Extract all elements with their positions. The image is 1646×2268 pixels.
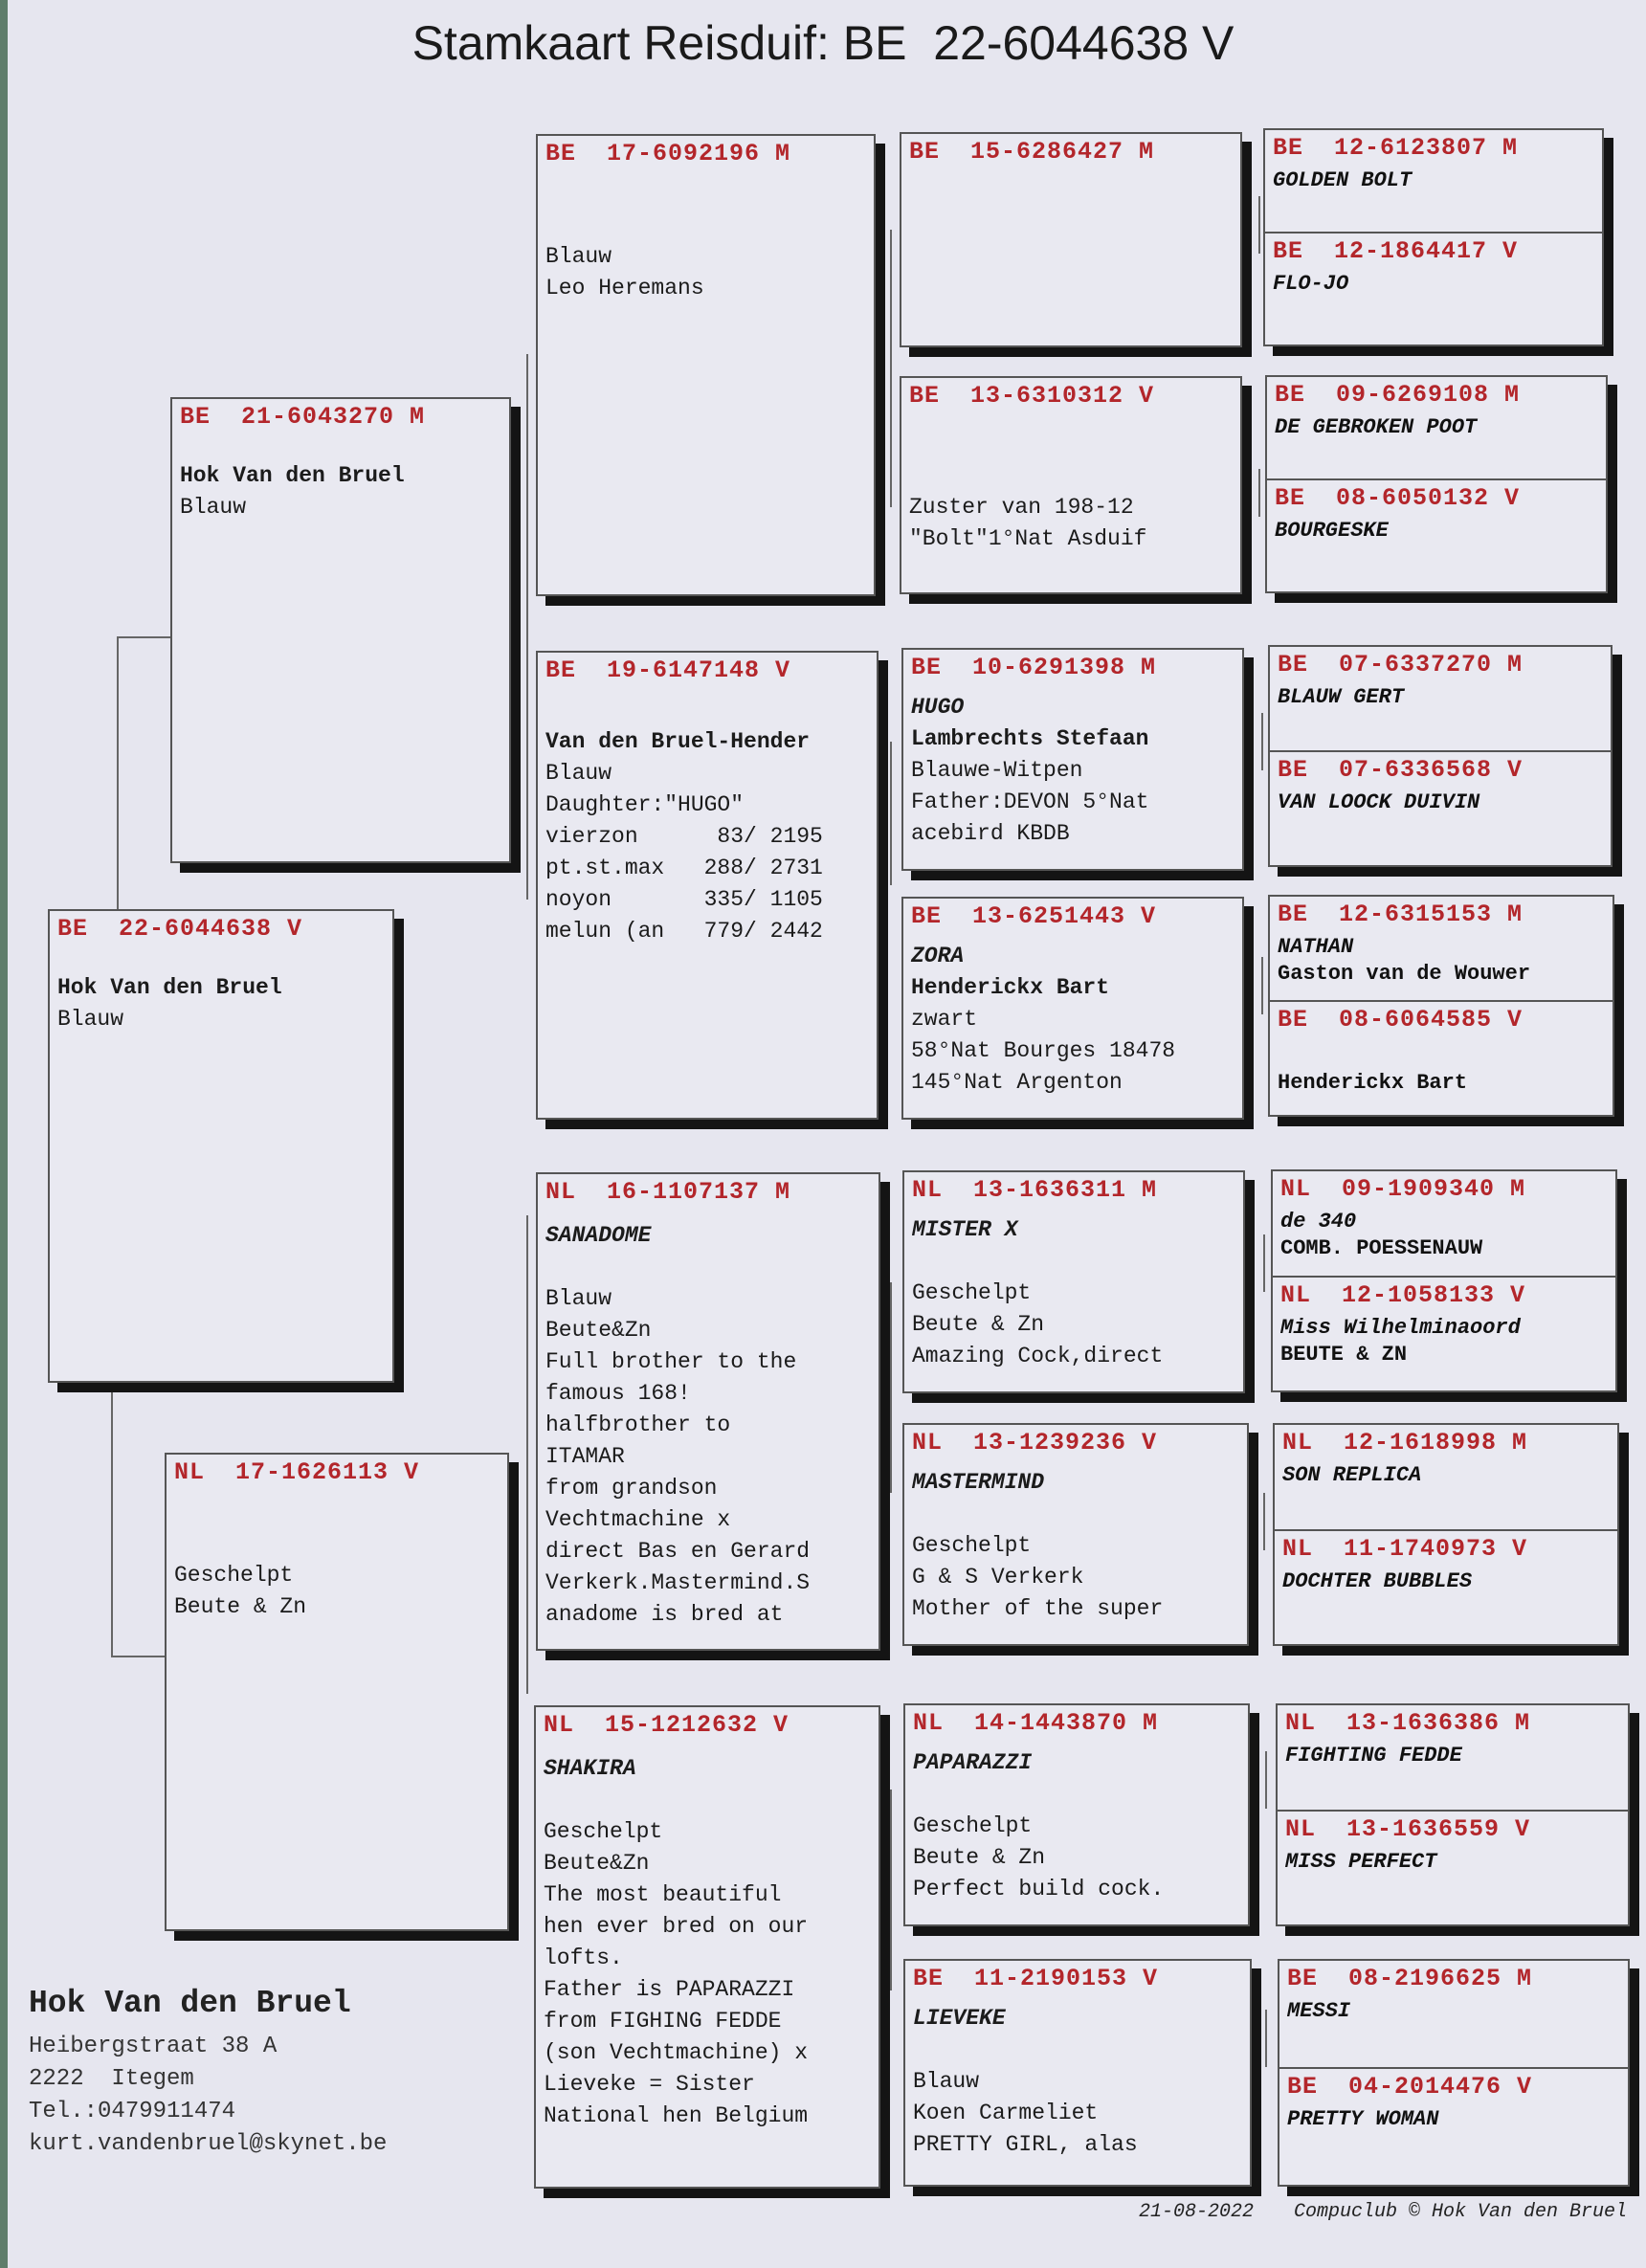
pigeon-name: MISS PERFECT	[1285, 1850, 1437, 1874]
ring-number: NL 17-1626113 V	[174, 1458, 420, 1486]
pigeon-pair-gen4[interactable]	[1263, 128, 1604, 346]
card-line: Van den Bruel-Hender	[545, 729, 811, 754]
card-line: Blauw	[545, 1286, 612, 1311]
pigeon-card-gen3[interactable]	[900, 376, 1242, 594]
pigeon-card-gen3[interactable]	[902, 1170, 1245, 1393]
card-line: Daughter:"HUGO"	[545, 792, 745, 817]
sire-half	[1275, 1425, 1617, 1535]
card-line: ZORA	[911, 944, 965, 968]
pigeon-pair-gen4[interactable]	[1271, 1169, 1617, 1392]
connector-line	[111, 1656, 165, 1657]
card-line: G & S Verkerk	[912, 1565, 1084, 1590]
pigeon-name: BOURGESKE	[1275, 519, 1389, 543]
pigeon-name: GOLDEN BOLT	[1273, 168, 1412, 192]
ring-number: NL 13-1239236 V	[912, 1429, 1158, 1456]
ring-number: BE 08-2196625 M	[1287, 1965, 1533, 1992]
card-line: Geschelpt	[912, 1280, 1032, 1305]
card-line	[909, 429, 1146, 460]
card-line: Zuster van 198-12	[909, 495, 1134, 520]
ring-number: BE 13-6251443 V	[911, 902, 1157, 930]
breeder-name: BEUTE & ZN	[1280, 1343, 1408, 1367]
sire-half	[1273, 1171, 1615, 1281]
pair-content	[1278, 1705, 1628, 1924]
card-line: Geschelpt	[913, 1813, 1033, 1838]
card-line: pt.st.max 288/ 2731	[545, 856, 823, 880]
card-line: lofts.	[544, 1946, 623, 1970]
card-line: MASTERMIND	[912, 1470, 1045, 1495]
card-line: from FIGHING FEDDE	[544, 2009, 782, 2034]
connector-line	[890, 1790, 892, 1990]
card-content	[905, 1705, 1248, 1924]
breeder-name: Henderickx Bart	[1278, 1071, 1468, 1095]
connector-line	[526, 354, 528, 900]
dam-half	[1273, 1276, 1615, 1388]
card-lines	[174, 1497, 306, 1623]
pigeon-name	[1278, 1040, 1290, 1064]
ring-number: BE 19-6147148 V	[545, 656, 791, 684]
connector-line	[890, 230, 892, 507]
ring-number: BE 07-6337270 M	[1278, 651, 1524, 678]
pigeon-card-gen2[interactable]	[534, 1705, 880, 2189]
connector-line	[111, 1359, 113, 1656]
card-line	[909, 397, 1146, 429]
card-line: zwart	[911, 1007, 978, 1032]
card-line: halfbrother to	[545, 1412, 731, 1437]
card-line: 58°Nat Bourges 18478	[911, 1038, 1176, 1063]
card-line: HUGO	[911, 695, 965, 720]
ring-number: BE 17-6092196 M	[545, 140, 791, 167]
ring-number: NL 14-1443870 M	[913, 1709, 1159, 1737]
ring-number: BE 11-2190153 V	[913, 1965, 1159, 1992]
ring-number: BE 13-6310312 V	[909, 382, 1155, 410]
pigeon-card-gen3[interactable]	[903, 1703, 1250, 1926]
pigeon-card-gen2[interactable]	[536, 651, 879, 1120]
card-line: famous 168!	[545, 1381, 691, 1406]
dam-half	[1279, 2067, 1628, 2181]
pigeon-name: SON REPLICA	[1282, 1463, 1422, 1487]
pigeon-pair-gen4[interactable]	[1273, 1423, 1619, 1646]
connector-line	[890, 742, 892, 885]
pigeon-name: DE GEBROKEN POOT	[1275, 415, 1478, 439]
card-line	[544, 1785, 808, 1816]
ring-number: BE 07-6336568 V	[1278, 756, 1524, 784]
card-line: Hok Van den Bruel	[57, 975, 282, 1000]
card-line: melun (an 779/ 2442	[545, 919, 823, 944]
card-line: Father:DEVON 5°Nat	[911, 789, 1149, 814]
pair-content	[1273, 1171, 1615, 1390]
card-content	[904, 1172, 1243, 1391]
card-content	[172, 399, 509, 861]
ring-number: BE 08-6050132 V	[1275, 484, 1521, 512]
card-line: Amazing Cock,direct	[912, 1344, 1164, 1368]
connector-line	[1258, 469, 1260, 517]
card-line	[909, 460, 1146, 492]
card-line: Geschelpt	[912, 1533, 1032, 1558]
connector-line	[1261, 957, 1263, 1014]
card-line: Beute&Zn	[545, 1318, 652, 1343]
ring-number: BE 04-2014476 V	[1287, 2073, 1533, 2101]
dam-half	[1265, 232, 1602, 341]
breeder-name: COMB. POESSENAUW	[1280, 1236, 1483, 1260]
card-line	[545, 178, 704, 210]
ring-number: NL 11-1740973 V	[1282, 1535, 1528, 1563]
card-line: National hen Belgium	[544, 2103, 809, 2128]
pigeon-name: FIGHTING FEDDE	[1285, 1744, 1462, 1768]
ring-number: NL 12-1058133 V	[1280, 1281, 1526, 1309]
card-lines	[909, 397, 1146, 555]
ring-number: NL 13-1636311 M	[912, 1176, 1158, 1204]
pigeon-name: DOCHTER BUBBLES	[1282, 1569, 1473, 1593]
sire-half	[1267, 377, 1606, 484]
sire-half	[1278, 1705, 1628, 1815]
card-line: Lambrechts Stefaan	[911, 726, 1149, 751]
pigeon-name: VAN LOOCK DUIVIN	[1278, 790, 1480, 814]
card-content	[903, 899, 1242, 1118]
card-line	[545, 1252, 810, 1283]
card-line: anadome is bred at	[545, 1602, 784, 1627]
phone: Tel.:0479911474	[29, 2099, 236, 2124]
dam-half	[1275, 1529, 1617, 1641]
connector-line	[1263, 1234, 1265, 1292]
card-line: PAPARAZZI	[913, 1750, 1033, 1775]
pigeon-card-gen3[interactable]	[901, 897, 1244, 1120]
card-content	[536, 1707, 879, 2187]
sire-half	[1265, 130, 1602, 237]
card-line	[545, 210, 704, 241]
card-line: SANADOME	[545, 1223, 652, 1248]
ring-number: BE 12-1864417 V	[1273, 237, 1519, 265]
sire-half	[1279, 1961, 1628, 2073]
pigeon-name: Miss Wilhelminaoord	[1280, 1316, 1521, 1340]
pigeon-pair-gen4[interactable]	[1268, 645, 1613, 867]
ring-number: BE 12-6315153 M	[1278, 901, 1524, 928]
city: 2222 Itegem	[29, 2066, 194, 2092]
card-lines	[913, 2003, 1138, 2161]
pair-content	[1275, 1425, 1617, 1644]
card-line: Beute&Zn	[544, 1851, 650, 1876]
background-edge	[0, 0, 8, 2268]
card-line	[545, 695, 823, 726]
dam-half	[1270, 1000, 1613, 1111]
sire-half	[1270, 897, 1613, 1006]
card-content	[538, 136, 874, 594]
connector-line	[1261, 713, 1263, 770]
card-line	[912, 1499, 1163, 1530]
card-lines	[545, 1220, 810, 1631]
card-line: LIEVEKE	[913, 2006, 1006, 2031]
page-title: Stamkaart Reisduif: BE 22-6044638 V	[412, 16, 1234, 70]
ring-number: NL 15-1212632 V	[544, 1711, 790, 1739]
pigeon-card-gen3[interactable]	[900, 132, 1242, 347]
card-line: (son Vechtmachine) x	[544, 2040, 809, 2065]
card-line: Perfect build cock.	[913, 1877, 1165, 1901]
card-line: from grandson	[545, 1476, 718, 1501]
ring-number: BE 09-6269108 M	[1275, 381, 1521, 409]
loft-contact	[29, 1986, 387, 2161]
card-line: SHAKIRA	[544, 1756, 636, 1781]
pigeon-name: BLAUW GERT	[1278, 685, 1405, 709]
card-lines	[544, 1753, 808, 2132]
card-line: Full brother to the	[545, 1349, 797, 1374]
pigeon-pair-gen4[interactable]	[1268, 895, 1614, 1117]
pigeon-name: MESSI	[1287, 1999, 1351, 2023]
card-line: direct Bas en Gerard	[545, 1539, 811, 1564]
email: kurt.vandenbruel@skynet.be	[29, 2131, 388, 2157]
pigeon-pair-gen4[interactable]	[1276, 1703, 1630, 1926]
pigeon-name: NATHAN	[1278, 935, 1354, 959]
ring-number: BE 15-6286427 M	[909, 138, 1155, 166]
card-lines	[180, 460, 405, 523]
card-line: 145°Nat Argenton	[911, 1070, 1123, 1095]
card-lines	[912, 1467, 1163, 1625]
address: Heibergstraat 38 A	[29, 2034, 278, 2059]
card-lines	[545, 695, 823, 947]
pigeon-card-gen3[interactable]	[903, 1959, 1252, 2187]
card-line: Verkerk.Mastermind.S	[545, 1570, 811, 1595]
card-line	[913, 2035, 1138, 2066]
pair-content	[1270, 897, 1613, 1115]
ring-number: NL 13-1636386 M	[1285, 1709, 1531, 1737]
credit-line: Compuclub © Hok Van den Bruel	[1294, 2201, 1628, 2223]
pair-content	[1265, 130, 1602, 345]
card-content	[901, 134, 1240, 345]
card-line: noyon 335/ 1105	[545, 887, 823, 912]
connector-line	[117, 636, 170, 638]
card-line: ITAMAR	[545, 1444, 625, 1469]
pigeon-card-gen2[interactable]	[536, 1172, 880, 1651]
card-line: Mother of the super	[912, 1596, 1164, 1621]
card-line: Beute & Zn	[913, 1845, 1046, 1870]
connector-line	[1258, 196, 1260, 254]
pigeon-card-sire[interactable]	[170, 397, 511, 863]
connector-line	[1265, 2010, 1267, 2067]
ring-number: NL 09-1909340 M	[1280, 1175, 1526, 1203]
card-content	[905, 1961, 1250, 2185]
card-line: hen ever bred on our	[544, 1914, 809, 1939]
card-line	[912, 1246, 1163, 1278]
loft-name: Hok Van den Bruel	[29, 1986, 351, 2021]
card-line: Beute & Zn	[912, 1312, 1045, 1337]
card-line	[174, 1497, 306, 1528]
card-line: Lieveke = Sister	[544, 2072, 755, 2097]
card-content	[538, 1174, 879, 1649]
sire-half	[1270, 647, 1611, 756]
card-lines	[912, 1214, 1163, 1372]
card-line: Blauwe-Witpen	[911, 758, 1083, 783]
ring-number: BE 10-6291398 M	[911, 654, 1157, 681]
card-line: MISTER X	[912, 1217, 1018, 1242]
card-line: Blauw	[57, 1007, 124, 1032]
pigeon-card-subject[interactable]	[48, 909, 394, 1383]
card-content	[50, 911, 392, 1381]
connector-line	[1263, 1493, 1265, 1550]
card-line: Leo Heremans	[545, 276, 704, 300]
ring-number: NL 13-1636559 V	[1285, 1815, 1531, 1843]
ring-number: BE 22-6044638 V	[57, 915, 303, 943]
pigeon-pair-gen4[interactable]	[1278, 1959, 1630, 2187]
card-line: The most beautiful	[544, 1882, 782, 1907]
card-line: acebird KBDB	[911, 821, 1070, 846]
card-content	[903, 650, 1242, 869]
card-lines	[913, 1747, 1164, 1905]
card-content	[538, 653, 877, 1118]
pigeon-pair-gen4[interactable]	[1265, 375, 1608, 593]
pair-content	[1270, 647, 1611, 865]
ring-number: NL 12-1618998 M	[1282, 1429, 1528, 1456]
breeder-name: Gaston van de Wouwer	[1278, 962, 1531, 986]
card-line: PRETTY GIRL, alas	[913, 2132, 1138, 2157]
pigeon-name: PRETTY WOMAN	[1287, 2107, 1439, 2131]
card-lines	[545, 178, 704, 304]
pair-content	[1279, 1961, 1628, 2185]
pigeon-card-dam[interactable]	[165, 1453, 509, 1931]
pigeon-card-gen2[interactable]	[536, 134, 876, 596]
card-lines	[911, 941, 1175, 1099]
card-line: vierzon 83/ 2195	[545, 824, 823, 849]
print-date: 21-08-2022	[1139, 2201, 1255, 2223]
ring-number: NL 16-1107137 M	[545, 1178, 791, 1206]
pigeon-name: FLO-JO	[1273, 272, 1349, 296]
card-line	[174, 1528, 306, 1560]
connector-line	[890, 1282, 892, 1493]
pigeon-name: de 340	[1280, 1210, 1357, 1234]
card-content	[904, 1425, 1247, 1644]
card-line: Henderickx Bart	[911, 975, 1110, 1000]
card-line: Blauw	[180, 495, 247, 520]
pigeon-card-gen3[interactable]	[901, 648, 1244, 871]
card-line: Father is PAPARAZZI	[544, 1977, 795, 2002]
dam-half	[1278, 1810, 1628, 1922]
card-line: Blauw	[545, 244, 612, 269]
connector-line	[526, 1215, 528, 1694]
connector-line	[117, 636, 119, 909]
pigeon-card-gen3[interactable]	[902, 1423, 1249, 1646]
card-line: Geschelpt	[174, 1563, 294, 1588]
ring-number: BE 21-6043270 M	[180, 403, 426, 431]
card-line: Koen Carmeliet	[913, 2101, 1099, 2125]
card-line: Blauw	[913, 2069, 980, 2094]
card-line: Blauw	[545, 761, 612, 786]
dam-half	[1267, 478, 1606, 588]
card-line: Hok Van den Bruel	[180, 463, 405, 488]
card-content	[167, 1455, 507, 1929]
card-line: Geschelpt	[544, 1819, 663, 1844]
ring-number: BE 12-6123807 M	[1273, 134, 1519, 162]
card-line: Beute & Zn	[174, 1594, 307, 1619]
dam-half	[1270, 750, 1611, 861]
pair-content	[1267, 377, 1606, 591]
card-lines	[57, 972, 282, 1035]
card-line: Vechtmachine x	[545, 1507, 731, 1532]
connector-line	[1265, 1751, 1267, 1809]
ring-number: BE 08-6064585 V	[1278, 1006, 1524, 1034]
card-line: "Bolt"1°Nat Asduif	[909, 526, 1147, 551]
card-line	[913, 1779, 1164, 1811]
card-content	[901, 378, 1240, 592]
card-lines	[911, 692, 1148, 850]
